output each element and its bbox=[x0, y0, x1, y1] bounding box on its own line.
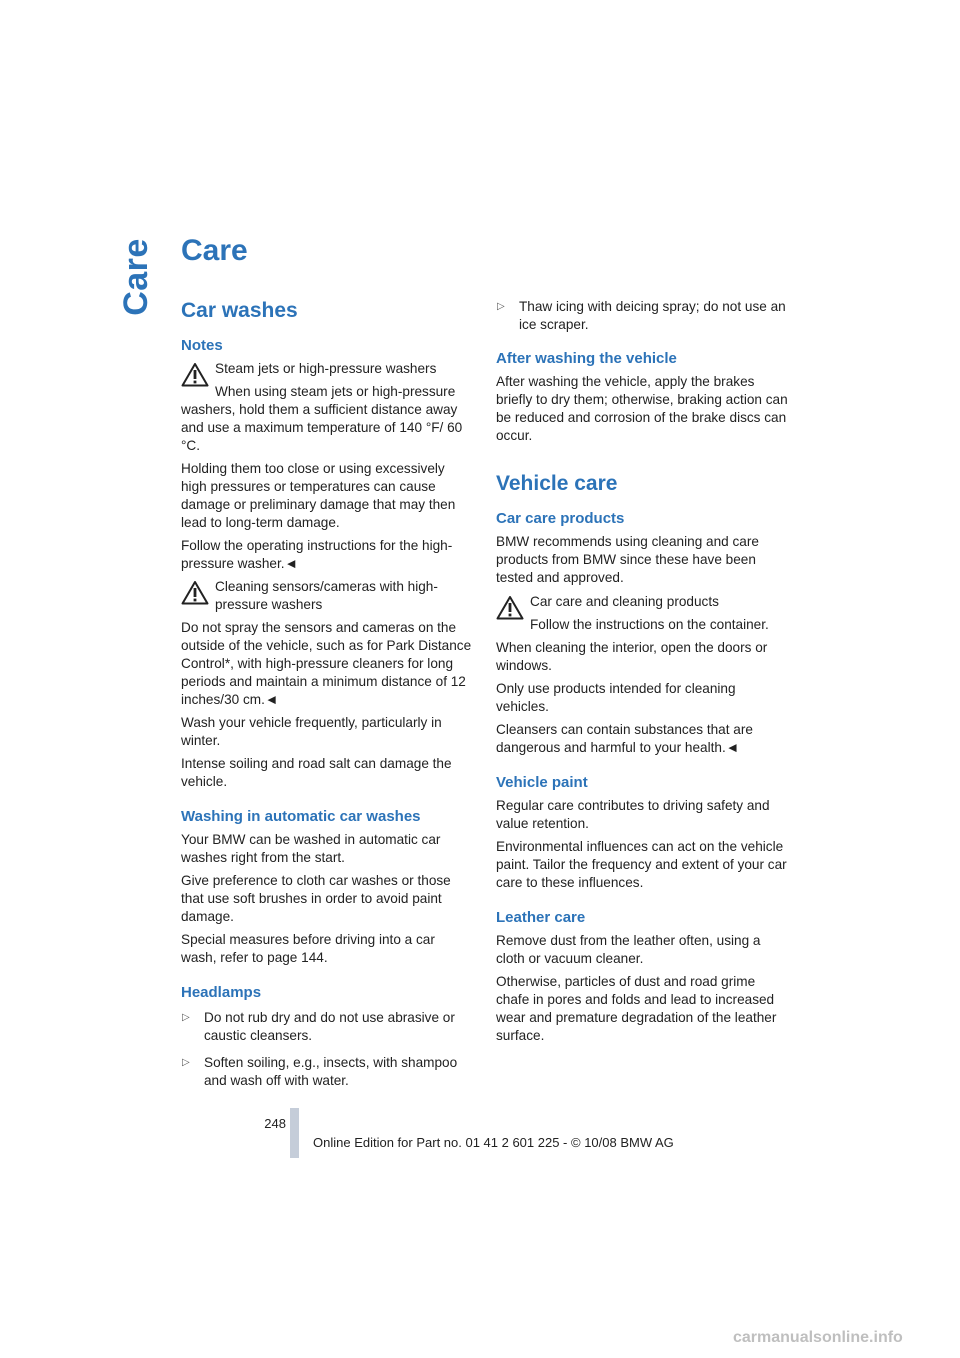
notes-heading: Notes bbox=[181, 337, 223, 354]
warning-title: Cleaning sensors/cameras with high-pressure washers bbox=[215, 579, 438, 612]
warning-title: Steam jets or high-pressure washers bbox=[215, 361, 437, 376]
watermark: carmanualsonline.info bbox=[733, 1329, 903, 1346]
warning-triangle-icon bbox=[181, 580, 209, 605]
car-washes-heading: Car washes bbox=[181, 299, 298, 322]
list-item-text: Do not rub dry and do not use abrasive or caustic cleansers. bbox=[204, 1010, 455, 1043]
footer-edition: Online Edition for Part no. 01 41 2 601 225 - © 10/08 BMW AG bbox=[313, 1135, 674, 1150]
paragraph: Give preference to cloth car washes or those that use soft brushes in order to avoid paint damage. bbox=[181, 873, 451, 924]
paragraph: After washing the vehicle, apply the brakes briefly to dry them; otherwise, braking action can be reduced and corrosion of the brake discs can occur. bbox=[496, 374, 788, 443]
paragraph: When cleaning the interior, open the doors or windows. bbox=[496, 640, 768, 673]
vehicle-care-heading: Vehicle care bbox=[496, 472, 618, 495]
list-item bbox=[496, 298, 792, 334]
list-item bbox=[181, 1009, 474, 1045]
paragraph: Otherwise, particles of dust and road grime chafe in pores and folds and lead to increased wear and premature degradation of the leather surface. bbox=[496, 974, 777, 1043]
list-item bbox=[181, 1054, 474, 1090]
left-column bbox=[181, 298, 474, 1090]
vehicle-paint-heading: Vehicle paint bbox=[496, 774, 588, 791]
paragraph: Your BMW can be washed in automatic car washes right from the start. bbox=[181, 832, 441, 865]
paragraph: Special measures before driving into a car wash, refer to page 144. bbox=[181, 932, 435, 965]
car-care-products-heading: Car care products bbox=[496, 510, 625, 527]
warning-title: Car care and cleaning products bbox=[530, 594, 719, 609]
page-title: Care bbox=[181, 234, 248, 267]
paragraph: Remove dust from the leather often, using a cloth or vacuum cleaner. bbox=[496, 933, 761, 966]
warning-sensors bbox=[181, 578, 474, 614]
warning-triangle-icon bbox=[181, 362, 209, 387]
paragraph: Holding them too close or using excessively high pressures or temperatures can cause damage or preliminary damage that may then lead to long-term damage. bbox=[181, 461, 456, 530]
warning-triangle-icon bbox=[496, 595, 524, 620]
paragraph: Only use products intended for cleaning vehicles. bbox=[496, 681, 736, 714]
warning-steam-jets bbox=[181, 360, 474, 378]
side-tab-label: Care bbox=[117, 238, 155, 316]
list-item-text: Thaw icing with deicing spray; do not use an ice scraper. bbox=[519, 299, 786, 332]
automatic-car-washes-heading: Washing in automatic car washes bbox=[181, 808, 421, 825]
paragraph: Regular care contributes to driving safety and value retention. bbox=[496, 798, 770, 831]
warning-car-care-products bbox=[496, 593, 792, 634]
paragraph: BMW recommends using cleaning and care products from BMW since these have been tested and approved. bbox=[496, 534, 759, 585]
triangle-bullet-icon: ▷ bbox=[182, 1012, 190, 1023]
headlamps-heading: Headlamps bbox=[181, 984, 262, 1001]
paragraph: Intense soiling and road salt can damage the vehicle. bbox=[181, 756, 452, 789]
paragraph: Cleansers can contain substances that are dangerous and harmful to your health.◄ bbox=[496, 722, 753, 755]
side-tab bbox=[118, 232, 154, 322]
warning-body: Follow the instructions on the container. bbox=[530, 617, 769, 632]
leather-care-heading: Leather care bbox=[496, 909, 586, 926]
after-washing-heading: After washing the vehicle bbox=[496, 350, 677, 367]
warning-body: When using steam jets or high-pressure washers, hold them a sufficient distance away and use a maximum temperature of 140 °F/ 60 °C. bbox=[181, 384, 463, 453]
paragraph: Do not spray the sensors and cameras on the outside of the vehicle, such as for Park Distance Control*, with high-pressure cleaners for long periods and maintain a minimum distance of 12 inches/30 cm.◄ bbox=[181, 620, 472, 707]
triangle-bullet-icon: ▷ bbox=[497, 301, 505, 312]
paragraph: Follow the operating instructions for the high-pressure washer.◄ bbox=[181, 538, 453, 571]
footer-bar bbox=[290, 1108, 299, 1158]
list-item-text: Soften soiling, e.g., insects, with shampoo and wash off with water. bbox=[204, 1055, 458, 1088]
right-column bbox=[496, 298, 792, 1045]
paragraph: Wash your vehicle frequently, particularly in winter. bbox=[181, 715, 442, 748]
page-number: 248 bbox=[264, 1116, 286, 1131]
paragraph: Environmental influences can act on the vehicle paint. Tailor the frequency and extent of your car care to these influences. bbox=[496, 839, 787, 890]
triangle-bullet-icon: ▷ bbox=[182, 1057, 190, 1068]
